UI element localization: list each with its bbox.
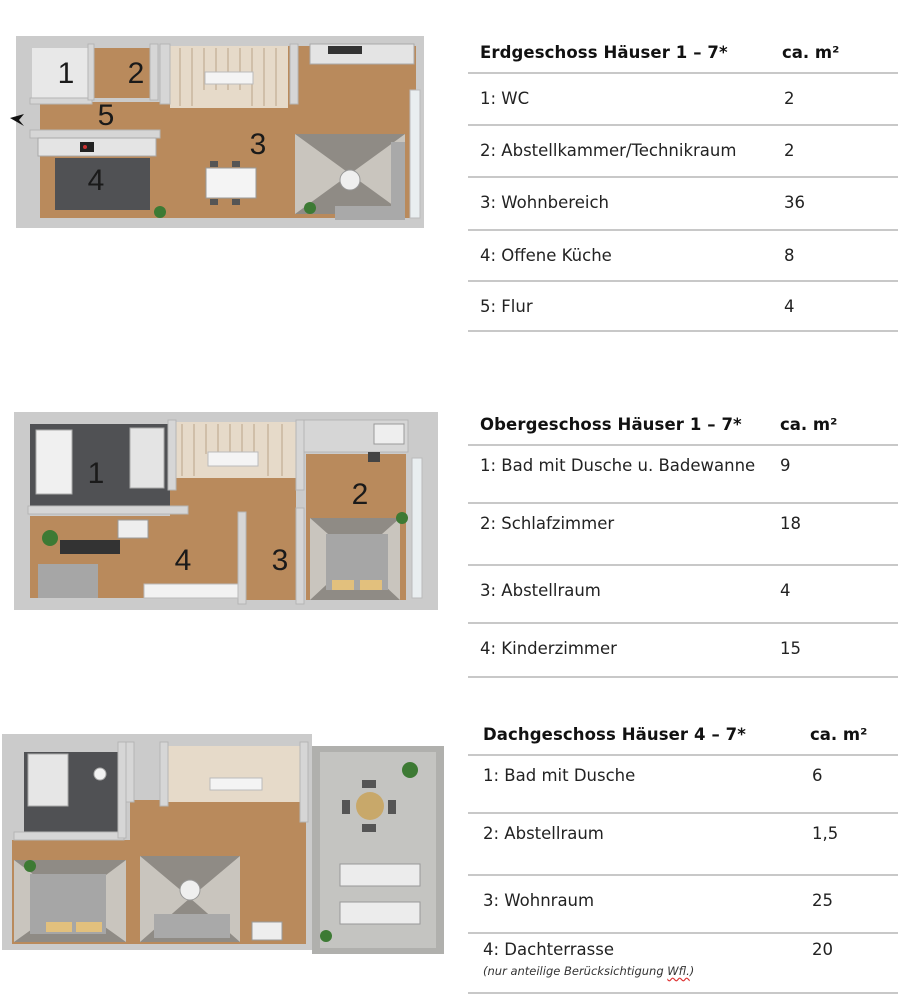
unit-header: ca. m² (782, 43, 840, 62)
room-label: 2: Schlafzimmer (480, 514, 615, 533)
room-label: 1: Bad mit Dusche (483, 766, 636, 785)
room-area: 36 (784, 193, 805, 212)
room-label: 4: Kinderzimmer (480, 639, 617, 658)
floor-title: Obergeschoss Häuser 1 – 7* (480, 415, 742, 434)
area-footnote: (nur anteilige Berücksichtigung Wfl.) (483, 964, 695, 978)
table-row (468, 229, 898, 280)
room-area: 18 (780, 514, 801, 533)
room-label: 2: Abstellraum (483, 824, 604, 843)
room-area: 6 (812, 766, 823, 785)
room-label: 4: Dachterrasse (483, 940, 615, 959)
room-area: 25 (812, 891, 833, 910)
room-label: 3: Wohnbereich (480, 193, 609, 212)
table-header (468, 30, 898, 72)
table-row (468, 932, 898, 994)
table-row (468, 124, 898, 176)
room-label: 5: Flur (480, 297, 533, 316)
room-label: 1: Bad mit Dusche u. Badewanne (480, 456, 756, 475)
room-label: 1: WC (480, 89, 530, 108)
table-row (468, 176, 898, 229)
area-table-dachgeschoss (468, 696, 898, 994)
plan-label-4: 4 (87, 164, 105, 197)
plan-label-2: 2 (127, 57, 145, 90)
area-table-obergeschoss (468, 386, 898, 678)
room-area: 2 (784, 89, 795, 108)
floorplan-dachgeschoss (0, 730, 450, 956)
table-row (468, 622, 898, 678)
table-row (468, 874, 898, 932)
room-label: 3: Wohnraum (483, 891, 595, 910)
table-row (468, 564, 898, 622)
floorplan-erdgeschoss (10, 30, 430, 235)
room-area: 4 (784, 297, 795, 316)
room-area: 2 (784, 141, 795, 160)
room-area: 20 (812, 940, 833, 959)
table-row (468, 502, 898, 564)
table-row (468, 812, 898, 874)
room-area: 9 (780, 456, 791, 475)
plan-label-1: 1 (57, 57, 75, 90)
floorplan-obergeschoss (8, 408, 444, 616)
room-area: 4 (780, 581, 791, 600)
table-row (468, 280, 898, 332)
table-header (468, 386, 898, 444)
table-row (468, 72, 898, 124)
room-area: 1,5 (812, 824, 839, 843)
unit-header: ca. m² (810, 725, 868, 744)
table-header (468, 696, 898, 754)
plan-label-4: 4 (174, 544, 192, 577)
room-area: 15 (780, 639, 801, 658)
room-label: 4: Offene Küche (480, 246, 612, 265)
floor-title: Dachgeschoss Häuser 4 – 7* (483, 725, 746, 744)
plan-label-3: 3 (249, 128, 267, 161)
unit-header: ca. m² (780, 415, 838, 434)
plan-label-5: 5 (97, 99, 115, 132)
plan-label-1: 1 (87, 457, 105, 490)
plan-label-3: 3 (271, 544, 289, 577)
table-row (468, 444, 898, 502)
plan-label-2: 2 (351, 478, 369, 511)
room-label: 2: Abstellkammer/Technikraum (480, 141, 737, 160)
floor-title: Erdgeschoss Häuser 1 – 7* (480, 43, 728, 62)
area-table-erdgeschoss (468, 30, 898, 332)
room-label: 3: Abstellraum (480, 581, 601, 600)
room-area: 8 (784, 246, 795, 265)
table-row (468, 754, 898, 812)
